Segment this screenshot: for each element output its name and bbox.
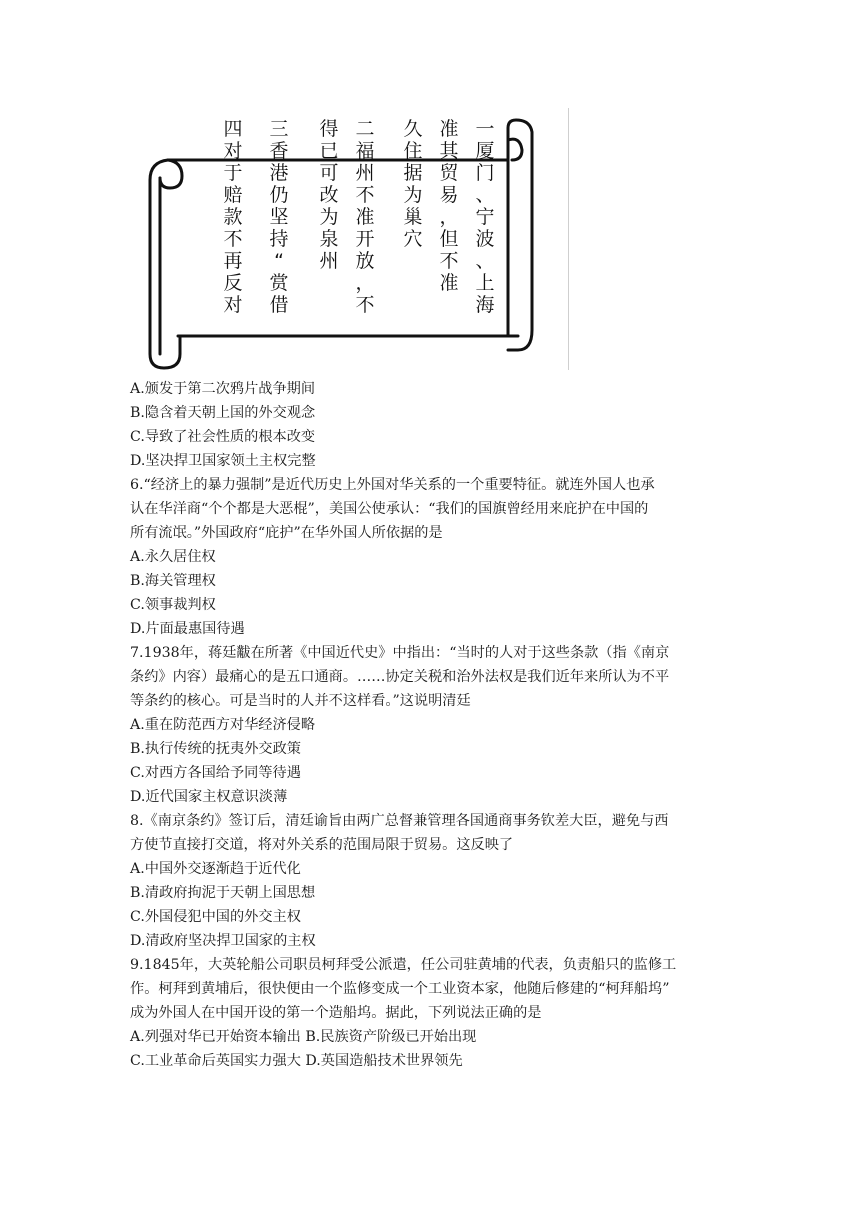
q9-stem-line-1: 9.1845年，大英轮船公司职员柯拜受公派遣，任公司驻黄埔的代表，负责船只的监修工 [130, 957, 677, 973]
scroll-character: 为 [403, 184, 423, 206]
scroll-character: 于 [223, 162, 243, 184]
scroll-character: 坚 [269, 206, 289, 228]
scroll-character: 改 [319, 184, 339, 206]
q7-stem-line-3: 等条约的核心。可是当时的人并不这样看。”这说明清廷 [130, 693, 471, 709]
scroll-column-7 [220, 118, 246, 316]
scroll-character: 开 [355, 228, 375, 250]
scroll-character: 不 [439, 250, 459, 272]
q5-option-a: A.颁发于第二次鸦片战争期间 [130, 381, 316, 397]
q6-option-a: A.永久居住权 [130, 549, 216, 565]
scroll-character: 海 [475, 294, 495, 316]
scroll-character: ， [355, 272, 375, 294]
q8-option-c: C.外国侵犯中国的外交主权 [130, 909, 301, 925]
q7-option-a: A.重在防范西方对华经济侵略 [130, 717, 316, 733]
q6-stem-line-3: 所有流氓。”外国政府“庇护”在华外国人所依据的是 [130, 525, 443, 541]
scroll-character: 四 [223, 118, 243, 140]
scroll-character: 其 [439, 140, 459, 162]
q6-option-d: D.片面最惠国待遇 [130, 621, 245, 637]
scroll-character: 易 [439, 184, 459, 206]
scroll-character: 三 [269, 118, 289, 140]
q7-option-b: B.执行传统的抚夷外交政策 [130, 741, 301, 757]
scroll-character: 不 [355, 184, 375, 206]
scroll-character: 门 [475, 162, 495, 184]
scroll-column-4 [352, 118, 378, 316]
scroll-character: 可 [319, 162, 339, 184]
q9-options-row-1: A.列强对华已开始资本输出 B.民族资产阶级已开始出现 [130, 1029, 477, 1045]
q8-option-d: D.清政府坚决捍卫国家的主权 [130, 933, 316, 949]
q6-stem-line-2: 认在华洋商“个个都是大恶棍”，美国公使承认：“我们的国旗曾经用来庇护在中国的 [130, 501, 649, 517]
q9-options-row-2: C.工业革命后英国实力强大 D.英国造船技术世界领先 [130, 1053, 463, 1069]
q7-option-d: D.近代国家主权意识淡薄 [130, 789, 288, 805]
scroll-character: 赏 [269, 272, 289, 294]
scroll-character: 不 [223, 228, 243, 250]
scroll-column-6 [266, 118, 292, 316]
q7-option-c: C.对西方各国给予同等待遇 [130, 765, 301, 781]
q6-option-b: B.海关管理权 [130, 573, 216, 589]
scroll-column-2 [436, 118, 462, 294]
scroll-character: 上 [475, 272, 495, 294]
scroll-character: 持 [269, 228, 289, 250]
scroll-character: 久 [403, 118, 423, 140]
q8-option-a: A.中国外交逐渐趋于近代化 [130, 861, 301, 877]
scroll-character: 放 [355, 250, 375, 272]
scroll-column-5 [316, 118, 342, 272]
scroll-character: 、 [475, 184, 495, 206]
scroll-figure [146, 118, 536, 370]
scroll-character: 准 [439, 118, 459, 140]
scroll-character: 一 [475, 118, 495, 140]
q6-option-c: C.领事裁判权 [130, 597, 216, 613]
q8-stem-line-1: 8.《南京条约》签订后，清廷谕旨由两广总督兼管理各国通商事务钦差大臣，避免与西 [130, 813, 669, 829]
q5-option-d: D.坚决捍卫国家领土主权完整 [130, 453, 316, 469]
q5-option-c: C.导致了社会性质的根本改变 [130, 429, 316, 445]
scroll-character: “ [274, 250, 284, 272]
q9-stem-line-3: 成为外国人在中国开设的第一个造船坞。据此，下列说法正确的是 [130, 1005, 542, 1021]
q5-option-b: B.隐含着天朝上国的外交观念 [130, 405, 316, 421]
scroll-character: 准 [355, 206, 375, 228]
question-text [130, 377, 740, 1073]
scroll-character: 二 [355, 118, 375, 140]
q9-stem-line-2: 作。柯拜到黄埔后，很快便由一个监修变成一个工业资本家，他随后修建的“柯拜船坞” [130, 981, 670, 997]
scroll-character: 准 [439, 272, 459, 294]
scroll-character: 穴 [403, 228, 423, 250]
scroll-character: 福 [355, 140, 375, 162]
scroll-character: 香 [269, 140, 289, 162]
divider-line [568, 108, 569, 370]
q7-stem-line-2: 条约》内容）最痛心的是五口通商。……协定关税和治外法权是我们近年来所认为不平 [130, 669, 670, 685]
scroll-column-1 [472, 118, 498, 316]
scroll-character: 港 [269, 162, 289, 184]
scroll-character: 再 [223, 250, 243, 272]
q8-option-b: B.清政府拘泥于天朝上国思想 [130, 885, 316, 901]
q7-stem-line-1: 7.1938年，蒋廷黻在所著《中国近代史》中指出：“当时的人对于这些条款（指《南京 [130, 645, 670, 661]
scroll-character: 波 [475, 228, 495, 250]
scroll-character: 对 [223, 294, 243, 316]
scroll-character: 仍 [269, 184, 289, 206]
scroll-character: 不 [355, 294, 375, 316]
q6-stem-line-1: 6.“经济上的暴力强制”是近代历史上外国对华关系的一个重要特征。就连外国人也承 [130, 477, 655, 493]
scroll-character: 宁 [475, 206, 495, 228]
scroll-character: 贸 [439, 162, 459, 184]
scroll-character: 厦 [475, 140, 495, 162]
scroll-character: 住 [403, 140, 423, 162]
scroll-character: 州 [319, 250, 339, 272]
scroll-character: 得 [319, 118, 339, 140]
scroll-character: 反 [223, 272, 243, 294]
scroll-character: 为 [319, 206, 339, 228]
scroll-character: 款 [223, 206, 243, 228]
scroll-character: ， [439, 206, 459, 228]
scroll-character: 但 [439, 228, 459, 250]
scroll-column-3 [400, 118, 426, 250]
scroll-character: 借 [269, 294, 289, 316]
scroll-character: 泉 [319, 228, 339, 250]
scroll-character: 赔 [223, 184, 243, 206]
scroll-character: 已 [319, 140, 339, 162]
scroll-character: 据 [403, 162, 423, 184]
q8-stem-line-2: 方使节直接打交道，将对外关系的范围局限于贸易。这反映了 [130, 837, 514, 853]
scroll-character: 州 [355, 162, 375, 184]
scroll-character: 巢 [403, 206, 423, 228]
scroll-character: 、 [475, 250, 495, 272]
scroll-character: 对 [223, 140, 243, 162]
